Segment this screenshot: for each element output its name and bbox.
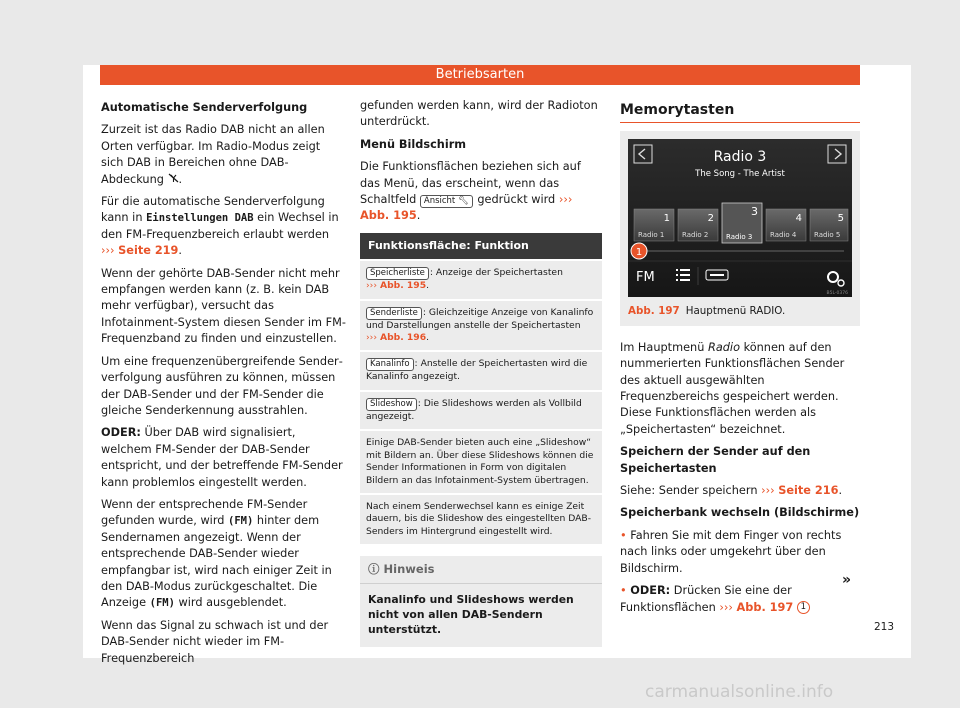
table-row: Speicherliste : Anzeige der Speichertasten ››› Abb. 195.: [360, 260, 602, 299]
ansicht-button-label: Ansicht 🔧︎: [420, 195, 473, 208]
table-row: Senderliste : Gleichzeitige Anzeige von Kanalinfo und Darstellungen anstelle der Speichertasten ››› Abb. 196.: [360, 300, 602, 352]
svg-text:1: 1: [635, 247, 643, 259]
preset-button[interactable]: [766, 209, 806, 241]
svg-text:2: 2: [707, 213, 714, 225]
callout-number: 1: [797, 601, 810, 614]
figure-radio-menu: [620, 131, 860, 325]
paragraph: Wenn der gehörte DAB-Sender nicht mehr empfangen werden kann (z. B. kein DAB mehr verfügbar), versucht das Infotainment-System diesen Sender im FM-Frequenzband zu finden und einzustellen.: [101, 266, 346, 346]
paragraph: Zurzeit ist das Radio DAB nicht an allen Orten verfügbar. Im Radio-Modus zeigt sich DAB in Bereichen ohne DAB-Abdeckung .: [101, 123, 325, 186]
column-3: [620, 98, 860, 622]
figure-ref-link[interactable]: Abb. 197: [736, 600, 794, 614]
paragraph: Im Hauptmenü Radio können auf den nummerierten Funktionsflächen Sender des aktuell ausgewählten Frequenzbereichs gespeichert werden. Diese Funktionsflächen werden als „Speichertasten“ bezeichnet.: [620, 340, 845, 436]
figure-caption: Abb. 197 Hauptmenü RADIO.: [628, 305, 786, 318]
preset-button[interactable]: [678, 209, 718, 241]
table-row: Kanalinfo : Anstelle der Speichertasten wird die Kanalinfo angezeigt.: [360, 351, 602, 390]
page-ref-link[interactable]: Seite 219: [118, 244, 179, 258]
radio-screen: [628, 139, 852, 297]
page-ref-link[interactable]: Seite 216: [778, 484, 839, 498]
no-signal-icon: [168, 173, 179, 186]
svg-text:Radio 3: Radio 3: [726, 233, 753, 242]
hint-body: Kanalinfo und Slideshows werden nicht von allen DAB-Sendern unterstützt.: [368, 592, 574, 636]
paragraph: ODER: Über DAB wird signalisiert, welchem FM-Sender der DAB-Sender entspricht, und der betreffende FM-Sender kann problemlos eingestellt werden.: [101, 426, 343, 489]
table-row: Einige DAB-Sender bieten auch eine „Slideshow“ mit Bildern an. Über diese Slideshows können die Sender Informationen in Form von digitalen Bildern an das Infotainment-System übertragen.: [360, 430, 602, 494]
preset-button[interactable]: [810, 209, 848, 241]
section-header: Betriebsarten: [100, 65, 860, 85]
figure-ref-link[interactable]: Abb. 195: [360, 209, 417, 223]
svg-text:Radio 2: Radio 2: [682, 231, 709, 240]
svg-text:Radio 5: Radio 5: [814, 231, 841, 240]
paragraph: Um eine frequenzenübergreifende Senderverfolgung ausführen zu können, müssen der DAB-Sender und der FM-Sender die gleiche Senderkennung ausstrahlen.: [101, 354, 343, 417]
continue-marker: »: [842, 572, 852, 588]
paragraph: Wenn der entsprechende FM-Sender gefunden wurde, wird (FM) hinter dem Sendernamen angezeigt. Wenn der entsprechende DAB-Sender wieder empfangbar ist, wird nach einiger Zeit in den DAB-Modus zurückgeschaltet. Die Anzeige (FM) wird ausgeblendet.: [101, 497, 332, 610]
info-icon: ⓘ: [368, 562, 380, 577]
wrench-icon: 🔧︎: [457, 196, 469, 207]
figure-code: B5L-0376: [826, 291, 848, 297]
table-row: Nach einem Senderwechsel kann es einige Zeit dauern, bis die Slideshow des eingestellten DAB-Senders im Hintergrund eingestellt wird.: [360, 494, 602, 544]
preset-button-selected[interactable]: [722, 203, 762, 243]
section-title: Memorytasten: [620, 98, 860, 123]
bullet-item: • Fahren Sie mit dem Finger von rechts nach links oder umgekehrt über den Bildschirm.: [620, 528, 842, 575]
menu-path: Einstellungen DAB: [146, 212, 254, 225]
paragraph: gefunden werden kann, wird der Radioton unterdrückt.: [360, 99, 598, 129]
table-row: Slideshow : Die Slideshows werden als Vollbild angezeigt.: [360, 391, 602, 430]
table-header: Funktionsfläche: Funktion: [360, 233, 602, 260]
watermark: carmanualsonline.info: [645, 682, 834, 702]
paragraph: Wenn das Signal zu schwach ist und der DAB-Sender nicht wieder im FM-Frequenzbereich: [101, 618, 329, 665]
column-2: [360, 98, 602, 647]
preset-button[interactable]: [634, 209, 674, 241]
bullet-item: • ODER: Drücken Sie eine der Funktionsflächen ››› Abb. 197 1: [620, 583, 860, 616]
page-number: 213: [874, 621, 895, 633]
function-table: [360, 233, 602, 544]
svg-text:5: 5: [837, 213, 844, 225]
hint-box: [360, 556, 602, 646]
heading-auto-tracking: Automatische Senderverfolgung: [101, 101, 308, 114]
column-1: [101, 98, 346, 673]
paragraph: Die Funktionsflächen beziehen sich auf das Menü, das erscheint, wenn das Schaltfeld Ansicht 🔧︎ gedrückt wird ››› Abb. 195.: [360, 160, 581, 223]
heading-save-stations: Speichern der Sender auf den Speichertasten: [620, 445, 811, 475]
station-name: Radio 3: [713, 149, 767, 166]
hint-header: ⓘ Hinweis: [360, 556, 602, 583]
song-info: The Song - The Artist: [695, 169, 785, 180]
svg-text:Radio 4: Radio 4: [770, 231, 797, 240]
heading-menu-screen: Menü Bildschirm: [360, 137, 467, 151]
paragraph: Siehe: Sender speichern ››› Seite 216.: [620, 484, 843, 498]
paragraph: Für die automatische Senderverfolgung kann in Einstellungen DAB ein Wechsel in den FM-Frequenzbereich erlaubt werden ››› Seite 219.: [101, 195, 339, 258]
svg-text:4: 4: [795, 213, 802, 225]
svg-text:Radio 1: Radio 1: [638, 231, 665, 240]
heading-memory-bank: Speicherbank wechseln (Bildschirme): [620, 506, 860, 520]
svg-text:1: 1: [663, 213, 670, 225]
band-label: FM: [636, 270, 655, 286]
svg-text:3: 3: [751, 205, 758, 219]
